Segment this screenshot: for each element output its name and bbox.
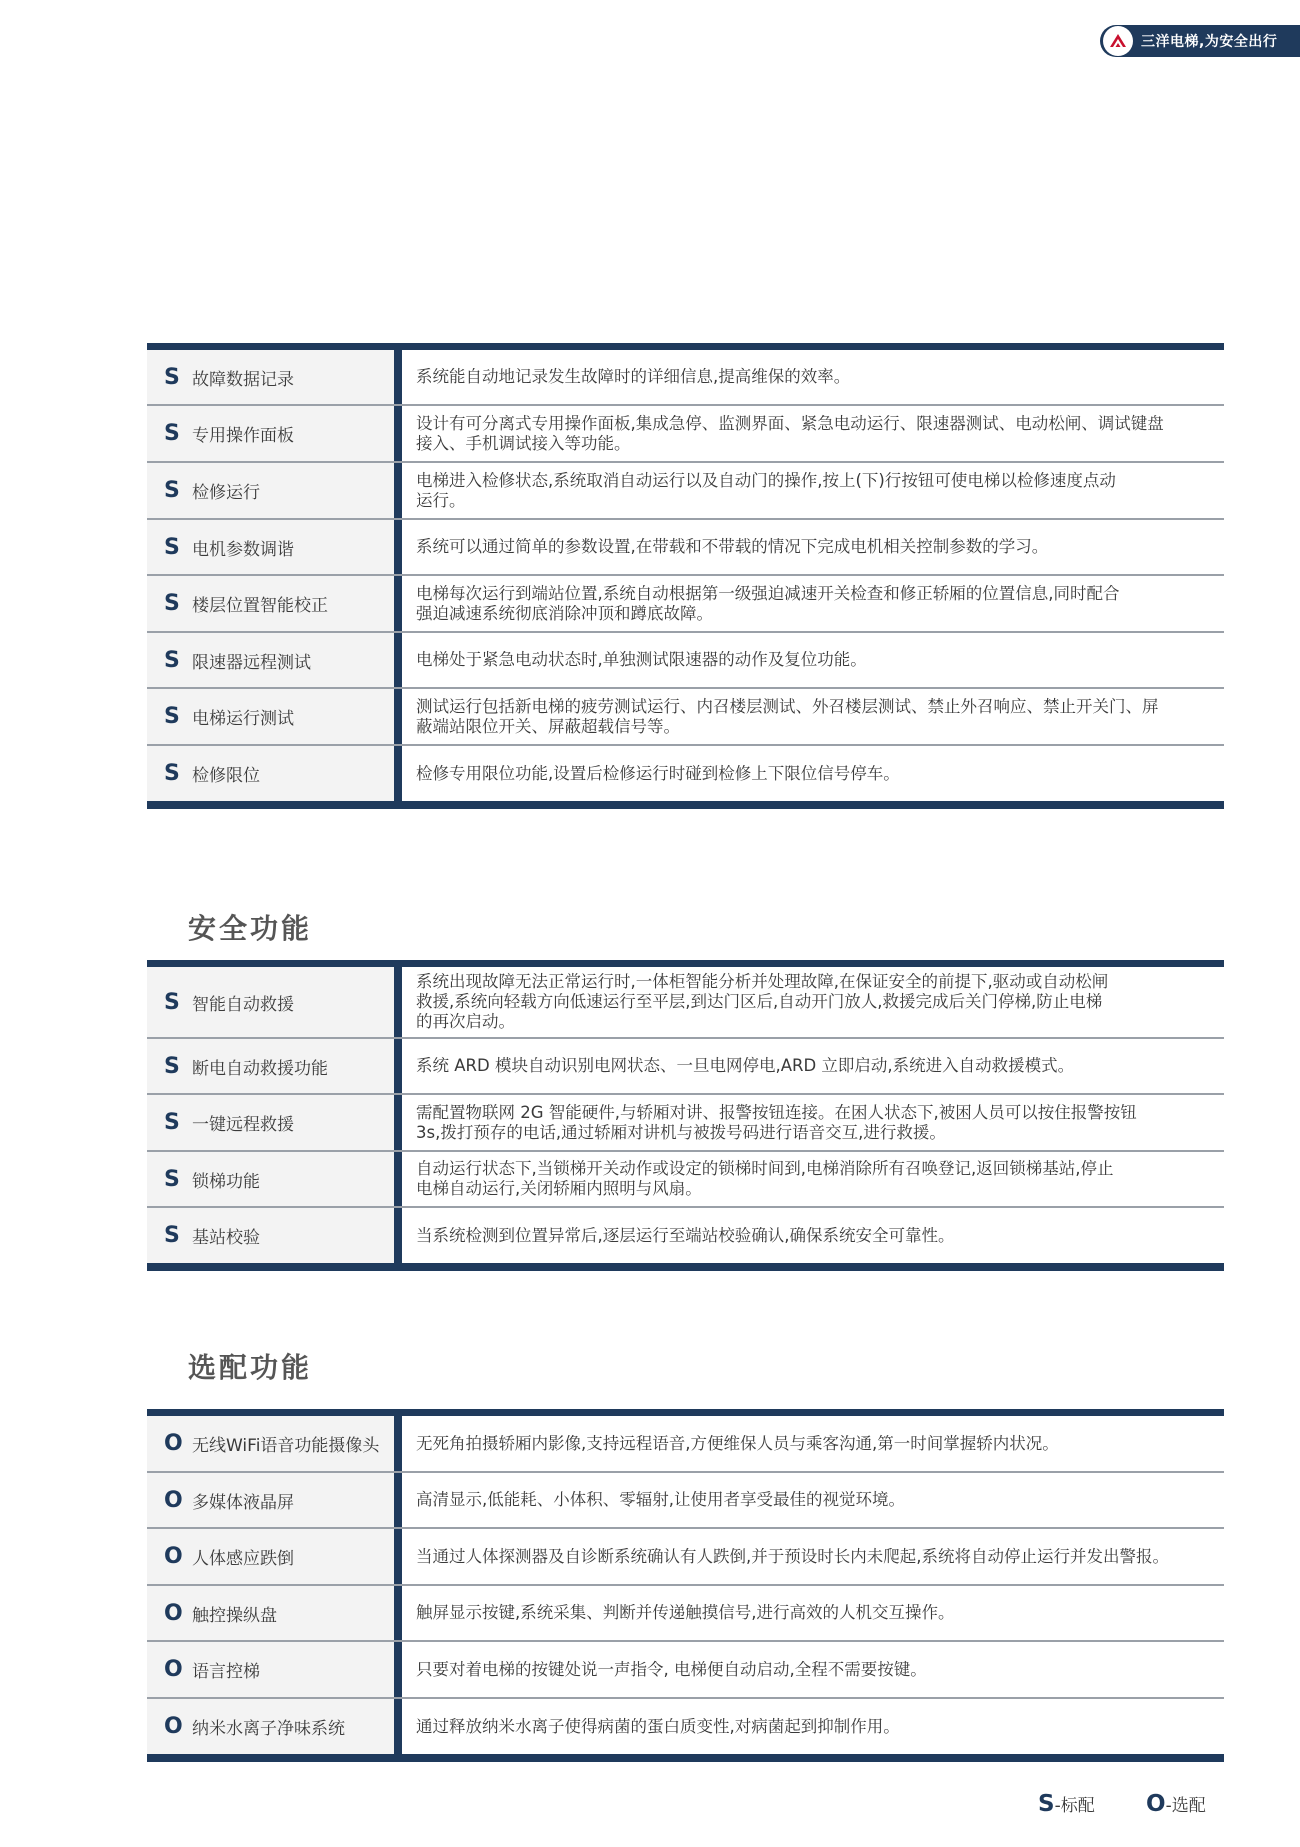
table-row <box>147 967 1224 1039</box>
feature-name: 故障数据记录 <box>192 369 294 390</box>
feature-name: 限速器远程测试 <box>192 652 311 673</box>
feature-name: 一键远程救援 <box>192 1115 294 1135</box>
feature-desc: 系统可以通过简单的参数设置,在带载和不带载的情况下完成电机相关控制参数的学习。 <box>416 537 1049 556</box>
feature-name: 锁梯功能 <box>192 1171 260 1192</box>
feature-desc: 通过释放纳米水离子使得病菌的蛋白质变性,对病菌起到抑制作用。 <box>416 1716 900 1736</box>
optional-mark: O <box>164 1657 183 1682</box>
optional-mark: O <box>164 1544 183 1569</box>
feature-desc: 自动运行状态下,当锁梯开关动作或设定的锁梯时间到,电梯消除所有召唤登记,返回锁梯基站,停止 电梯自动运行,关闭轿厢内照明与风扇。 <box>416 1159 1114 1198</box>
table-top-rule <box>147 1409 1224 1416</box>
legend-standard <box>1038 1791 1095 1817</box>
table-body <box>147 967 1224 1263</box>
feature-desc: 电梯进入检修状态,系统取消自动运行以及自动门的操作,按上(下)行按钮可使电梯以检修速度点动 运行。 <box>416 470 1116 510</box>
standard-mark: S <box>164 1053 180 1079</box>
legend <box>0 1791 1300 1821</box>
feature-desc: 设计有可分离式专用操作面板,集成急停、监测界面、紧急电动运行、限速器测试、电动松闸、调试键盘 接入、手机调试接入等功能。 <box>416 413 1164 453</box>
feature-name: 多媒体液晶屏 <box>192 1492 294 1513</box>
feature-name: 纳米水离子净味系统 <box>192 1719 345 1739</box>
feature-name: 智能自动救援 <box>192 994 294 1015</box>
table-body <box>147 350 1224 801</box>
table-row <box>147 576 1224 633</box>
table-bottom-rule <box>147 1754 1224 1762</box>
feature-name: 检修运行 <box>192 483 260 503</box>
table-row <box>147 1642 1224 1699</box>
feature-desc: 当通过人体探测器及自诊断系统确认有人跌倒,并于预设时长内未爬起,系统将自动停止运行并发出警报。 <box>416 1546 1169 1566</box>
feature-desc: 测试运行包括新电梯的疲劳测试运行、内召楼层测试、外召楼层测试、禁止外召响应、禁止开关门、屏 蔽端站限位开关、屏蔽超载信号等。 <box>416 696 1159 736</box>
standard-mark: S <box>164 478 180 503</box>
table-bottom-rule <box>147 1263 1224 1271</box>
feature-name: 检修限位 <box>192 766 260 786</box>
table-row <box>147 689 1224 746</box>
feature-desc: 系统 ARD 模块自动识别电网状态、一旦电网停电,ARD 立即启动,系统进入自动救援模式。 <box>416 1056 1075 1075</box>
feature-name: 人体感应跌倒 <box>192 1549 294 1569</box>
standard-mark: S <box>164 364 180 390</box>
legend-standard-mark: S <box>1038 1791 1055 1817</box>
feature-desc: 当系统检测到位置异常后,逐层运行至端站校验确认,确保系统安全可靠性。 <box>416 1225 955 1245</box>
standard-mark: S <box>164 421 180 446</box>
feature-desc: 无死角拍摄轿厢内影像,支持远程语音,方便维保人员与乘客沟通,第一时间掌握轿内状况。 <box>416 1433 1059 1453</box>
standard-mark: S <box>164 591 180 616</box>
table-row <box>147 633 1224 689</box>
table-row <box>147 1152 1224 1208</box>
standard-mark: S <box>164 761 180 786</box>
feature-desc: 系统出现故障无法正常运行时,一体柜智能分析并处理故障,在保证安全的前提下,驱动或自动松闸 救援,系统向轻载方向低速运行至平层,到达门区后,自动开门放人,救援完成后关门停梯,防止电梯 的再次启动。 <box>416 972 1109 1031</box>
table-row <box>147 350 1224 406</box>
brand-logo-icon <box>1103 26 1133 56</box>
table-row <box>147 746 1224 801</box>
table-row <box>147 1529 1224 1586</box>
feature-desc: 高清显示,低能耗、小体积、零辐射,让使用者享受最佳的视觉环境。 <box>416 1490 905 1509</box>
safety-functions-table <box>147 960 1224 1271</box>
feature-desc: 检修专用限位功能,设置后检修运行时碰到检修上下限位信号停车。 <box>416 763 900 783</box>
table-row <box>147 1095 1224 1152</box>
legend-optional <box>1146 1791 1206 1817</box>
table-body <box>147 1416 1224 1754</box>
feature-desc: 系统能自动地记录发生故障时的详细信息,提高维保的效率。 <box>416 367 851 386</box>
feature-name: 专用操作面板 <box>192 426 294 446</box>
optional-mark: O <box>164 1487 183 1513</box>
feature-name: 断电自动救援功能 <box>192 1058 328 1079</box>
table-row <box>147 1416 1224 1473</box>
table-top-rule <box>147 343 1224 350</box>
standard-mark: S <box>164 1110 180 1135</box>
feature-name: 语言控梯 <box>192 1662 260 1682</box>
table-row <box>147 463 1224 520</box>
standard-mark: S <box>164 1166 180 1192</box>
table-row <box>147 1699 1224 1754</box>
table-row <box>147 406 1224 463</box>
table-top-rule <box>147 960 1224 967</box>
feature-name: 电机参数调谐 <box>192 539 294 560</box>
feature-name: 基站校验 <box>192 1228 260 1248</box>
standard-mark: S <box>164 1223 180 1248</box>
optional-mark: O <box>164 1714 183 1739</box>
feature-desc: 电梯每次运行到端站位置,系统自动根据第一级强迫减速开关检查和修正轿厢的位置信息,同时配合 强迫减速系统彻底消除冲顶和蹲底故障。 <box>416 583 1120 623</box>
feature-desc: 触屏显示按键,系统采集、判断并传递触摸信号,进行高效的人机交互操作。 <box>416 1603 955 1622</box>
table-row <box>147 1586 1224 1642</box>
standard-mark: S <box>164 989 180 1015</box>
basic-functions-table <box>147 343 1224 809</box>
optional-mark: O <box>164 1431 183 1456</box>
section-title-optional: 选配功能 <box>188 1351 313 1384</box>
table-row <box>147 1039 1224 1095</box>
feature-name: 无线WiFi语音功能摄像头 <box>192 1436 380 1456</box>
feature-name: 触控操纵盘 <box>192 1605 277 1626</box>
feature-desc: 只要对着电梯的按键处说一声指令, 电梯便自动启动,全程不需要按键。 <box>416 1659 927 1679</box>
feature-name: 电梯运行测试 <box>192 709 294 729</box>
feature-desc: 电梯处于紧急电动状态时,单独测试限速器的动作及复位功能。 <box>416 650 867 669</box>
feature-desc: 需配置物联网 2G 智能硬件,与轿厢对讲、报警按钮连接。在困人状态下,被困人员可以按住报警按钮 3s,拨打预存的电话,通过轿厢对讲机与被拨号码进行语音交互,进行救援。 <box>416 1102 1137 1142</box>
legend-optional-label: -选配 <box>1165 1796 1206 1816</box>
legend-optional-mark: O <box>1146 1791 1166 1817</box>
table-row <box>147 520 1224 576</box>
brand-badge <box>1100 25 1300 57</box>
optional-functions-table <box>147 1409 1224 1762</box>
brand-slogan: 三洋电梯,为安全出行 <box>1141 34 1278 50</box>
standard-mark: S <box>164 534 180 560</box>
table-row <box>147 1473 1224 1529</box>
legend-standard-label: -标配 <box>1054 1796 1095 1816</box>
section-title-safety: 安全功能 <box>188 912 313 945</box>
standard-mark: S <box>164 647 180 673</box>
optional-mark: O <box>164 1600 183 1626</box>
standard-mark: S <box>164 704 180 729</box>
table-bottom-rule <box>147 801 1224 809</box>
feature-name: 楼层位置智能校正 <box>192 596 328 616</box>
table-row <box>147 1208 1224 1263</box>
